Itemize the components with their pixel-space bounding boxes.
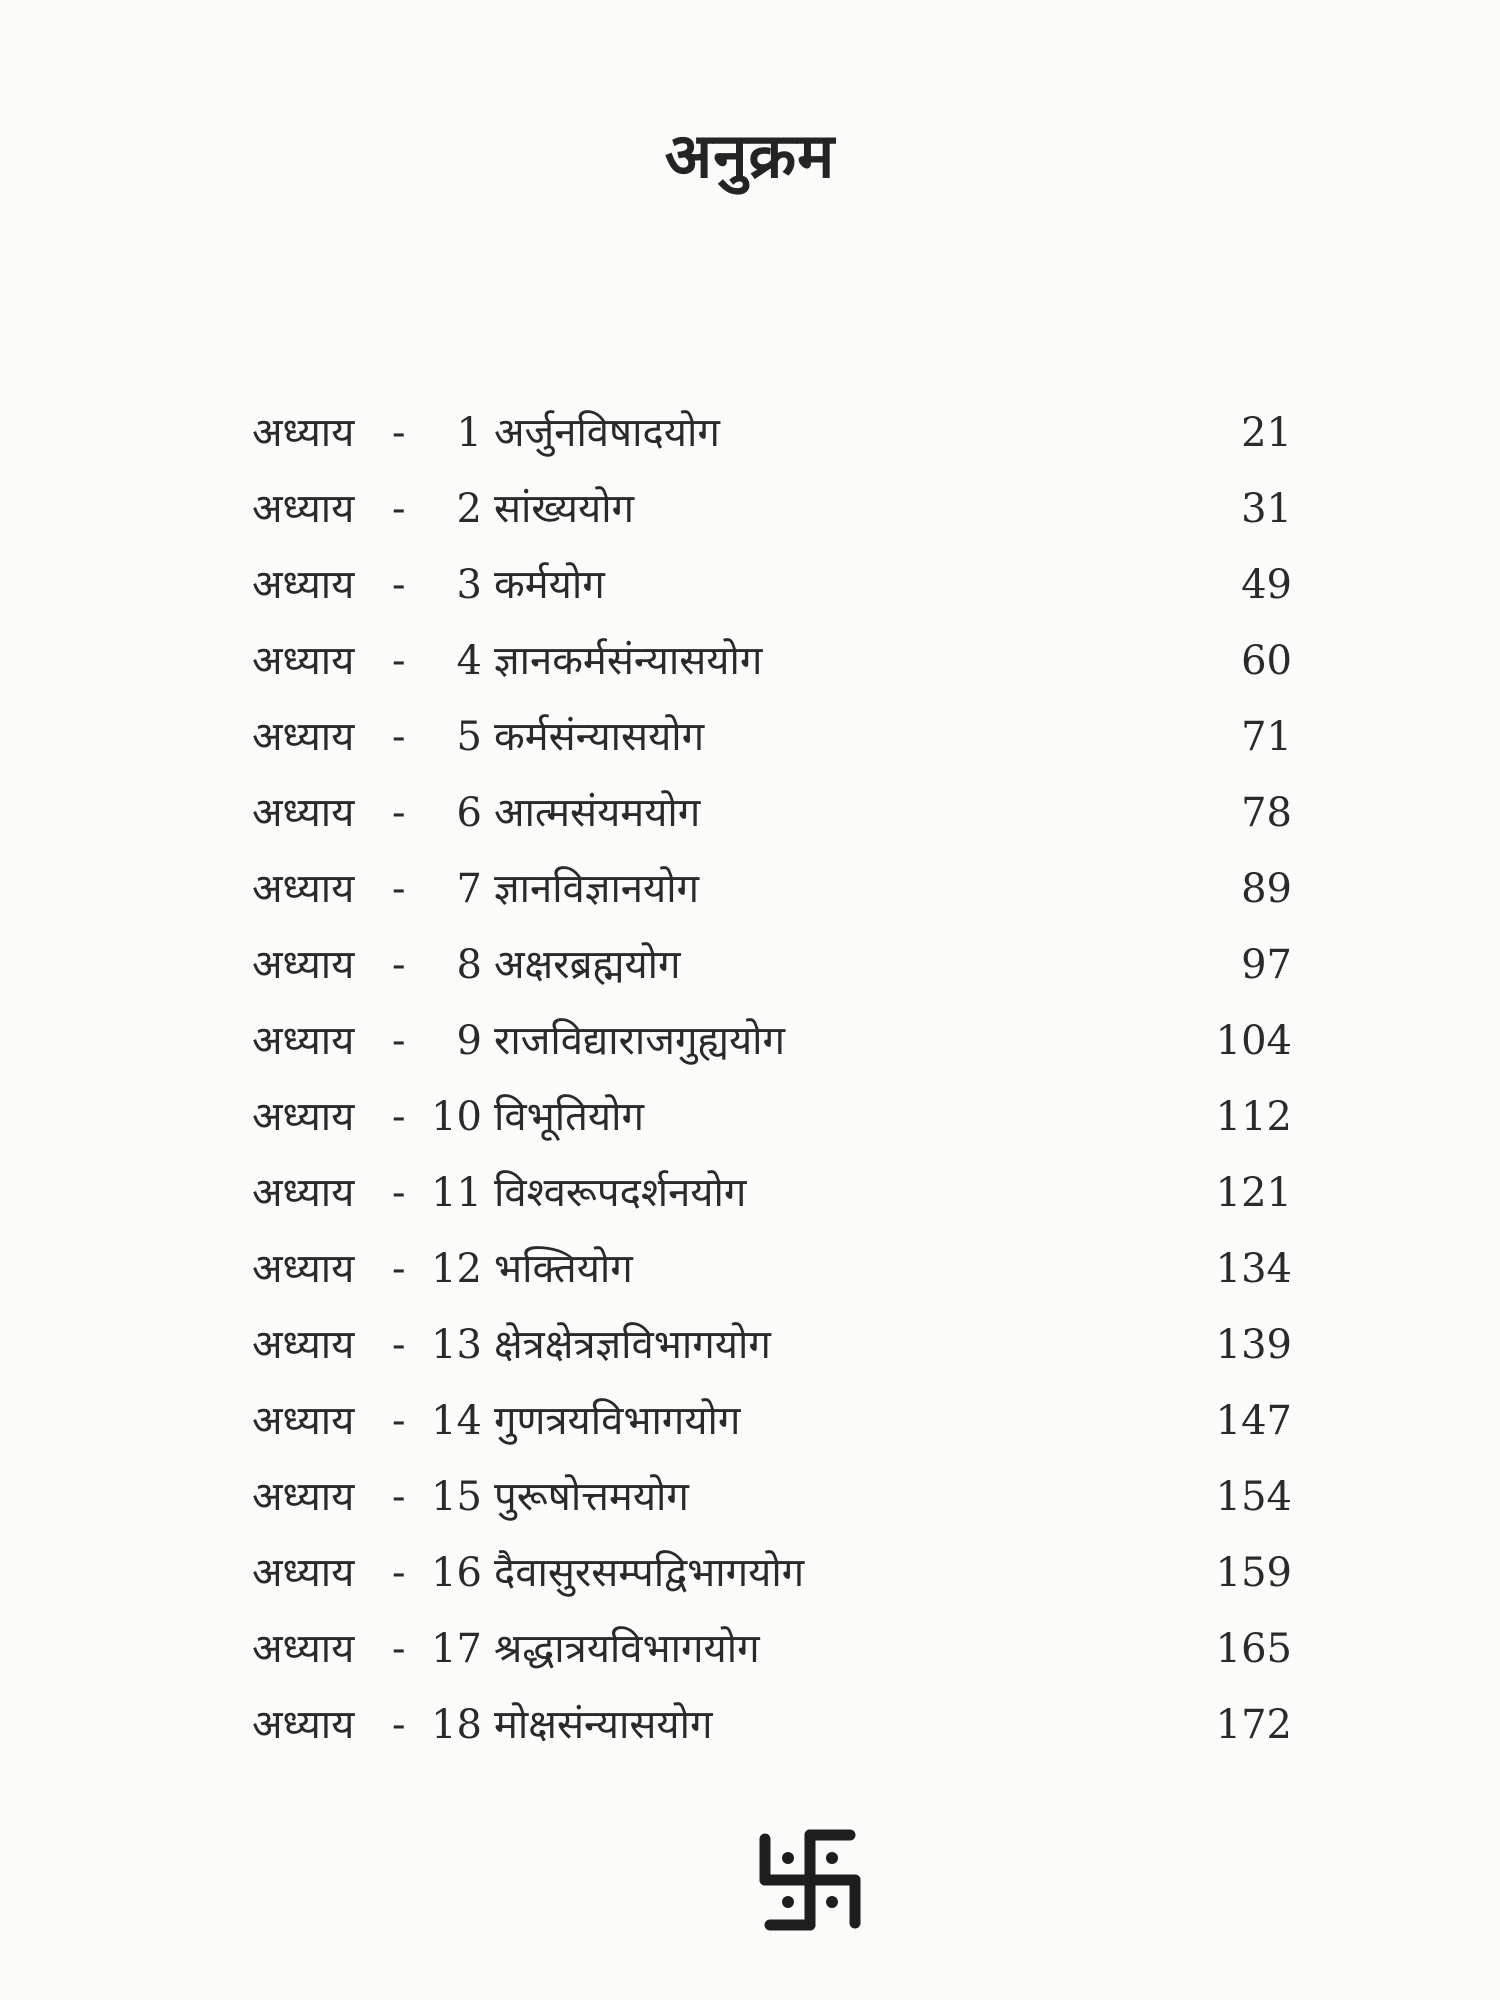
chapter-word: अध्याय	[252, 1246, 355, 1292]
separator: -	[392, 1702, 406, 1748]
toc-row	[252, 851, 1292, 927]
chapter-title: दैवासुरसम्पद्विभागयोग	[494, 1550, 805, 1596]
chapter-word: अध्याय	[252, 1322, 355, 1368]
chapter-title: अर्जुनविषादयोग	[494, 410, 720, 456]
chapter-word: अध्याय	[252, 486, 355, 532]
chapter-number: 9	[456, 1018, 482, 1064]
page-number: 49	[1241, 562, 1292, 608]
chapter-word: अध्याय	[252, 1018, 355, 1064]
separator: -	[392, 1322, 406, 1368]
chapter-title: अक्षरब्रह्मयोग	[494, 942, 681, 988]
chapter-number: 5	[456, 714, 482, 760]
chapter-word: अध्याय	[252, 942, 355, 988]
separator: -	[392, 942, 406, 988]
chapter-title: पुरूषोत्तमयोग	[494, 1474, 689, 1520]
toc-row	[252, 471, 1292, 547]
chapter-word: अध्याय	[252, 1398, 355, 1444]
separator: -	[392, 1398, 406, 1444]
separator: -	[392, 790, 406, 836]
page-number: 159	[1215, 1550, 1292, 1596]
chapter-title: कर्मसंन्यासयोग	[494, 714, 705, 760]
chapter-title: राजविद्याराजगुह्ययोग	[494, 1018, 786, 1064]
chapter-title: विश्वरूपदर्शनयोग	[494, 1170, 747, 1216]
table-of-contents	[252, 395, 1292, 1763]
page-number: 112	[1215, 1094, 1292, 1140]
chapter-word: अध्याय	[252, 714, 355, 760]
chapter-title: गुणत्रयविभागयोग	[494, 1398, 741, 1444]
chapter-number: 8	[456, 942, 482, 988]
toc-row	[252, 395, 1292, 471]
chapter-word: अध्याय	[252, 1474, 355, 1520]
chapter-word: अध्याय	[252, 1170, 355, 1216]
toc-row	[252, 1459, 1292, 1535]
page-number: 71	[1241, 714, 1292, 760]
toc-row	[252, 1003, 1292, 1079]
page-number: 165	[1215, 1626, 1292, 1672]
chapter-number: 4	[456, 638, 482, 684]
chapter-word: अध्याय	[252, 1094, 355, 1140]
chapter-title: मोक्षसंन्यासयोग	[494, 1702, 713, 1748]
page-number: 147	[1215, 1398, 1292, 1444]
page-number: 121	[1215, 1170, 1292, 1216]
toc-row	[252, 1307, 1292, 1383]
chapter-title: भक्तियोग	[494, 1246, 633, 1292]
chapter-word: अध्याय	[252, 866, 355, 912]
chapter-title: कर्मयोग	[494, 562, 605, 608]
toc-row	[252, 623, 1292, 699]
toc-row	[252, 775, 1292, 851]
toc-row	[252, 1687, 1292, 1763]
separator: -	[392, 1550, 406, 1596]
chapter-title: क्षेत्रक्षेत्रज्ञविभागयोग	[494, 1322, 771, 1368]
chapter-title: आत्मसंयमयोग	[494, 790, 701, 836]
chapter-title: ज्ञानविज्ञानयोग	[494, 866, 700, 912]
separator: -	[392, 562, 406, 608]
toc-row	[252, 699, 1292, 775]
chapter-word: अध्याय	[252, 1550, 355, 1596]
chapter-word: अध्याय	[252, 638, 355, 684]
page-number: 89	[1241, 866, 1292, 912]
chapter-title: ज्ञानकर्मसंन्यासयोग	[494, 638, 763, 684]
chapter-number: 16	[431, 1550, 482, 1596]
chapter-number: 2	[456, 486, 482, 532]
chapter-number: 6	[456, 790, 482, 836]
separator: -	[392, 1246, 406, 1292]
chapter-number: 7	[456, 866, 482, 912]
chapter-number: 3	[456, 562, 482, 608]
page-number: 97	[1241, 942, 1292, 988]
toc-row	[252, 1535, 1292, 1611]
page-number: 139	[1215, 1322, 1292, 1368]
toc-row	[252, 547, 1292, 623]
toc-row	[252, 1079, 1292, 1155]
page-number: 134	[1215, 1246, 1292, 1292]
chapter-number: 18	[431, 1702, 482, 1748]
chapter-number: 15	[431, 1474, 482, 1520]
chapter-number: 1	[456, 410, 482, 456]
chapter-word: अध्याय	[252, 1702, 355, 1748]
chapter-number: 17	[431, 1626, 482, 1672]
chapter-title: सांख्ययोग	[494, 486, 635, 532]
separator: -	[392, 486, 406, 532]
separator: -	[392, 1474, 406, 1520]
chapter-title: विभूतियोग	[494, 1094, 644, 1140]
separator: -	[392, 638, 406, 684]
chapter-title: श्रद्धात्रयविभागयोग	[494, 1626, 760, 1672]
page-title: अनुक्रम	[664, 119, 836, 192]
chapter-number: 13	[431, 1322, 482, 1368]
swastika-icon	[755, 1825, 865, 1935]
page-number: 172	[1215, 1702, 1292, 1748]
toc-row	[252, 927, 1292, 1003]
page-number: 60	[1241, 638, 1292, 684]
toc-row	[252, 1611, 1292, 1687]
chapter-word: अध्याय	[252, 1626, 355, 1672]
separator: -	[392, 866, 406, 912]
page-number: 154	[1215, 1474, 1292, 1520]
separator: -	[392, 1170, 406, 1216]
separator: -	[392, 1094, 406, 1140]
page-number: 21	[1241, 410, 1292, 456]
chapter-word: अध्याय	[252, 562, 355, 608]
chapter-number: 10	[431, 1094, 482, 1140]
chapter-word: अध्याय	[252, 410, 355, 456]
separator: -	[392, 1018, 406, 1064]
separator: -	[392, 410, 406, 456]
page-number: 31	[1241, 486, 1292, 532]
toc-row	[252, 1231, 1292, 1307]
toc-row	[252, 1383, 1292, 1459]
page-number: 104	[1215, 1018, 1292, 1064]
separator: -	[392, 714, 406, 760]
separator: -	[392, 1626, 406, 1672]
toc-row	[252, 1155, 1292, 1231]
chapter-number: 11	[431, 1170, 482, 1216]
page-number: 78	[1241, 790, 1292, 836]
chapter-word: अध्याय	[252, 790, 355, 836]
chapter-number: 14	[431, 1398, 482, 1444]
chapter-number: 12	[431, 1246, 482, 1292]
